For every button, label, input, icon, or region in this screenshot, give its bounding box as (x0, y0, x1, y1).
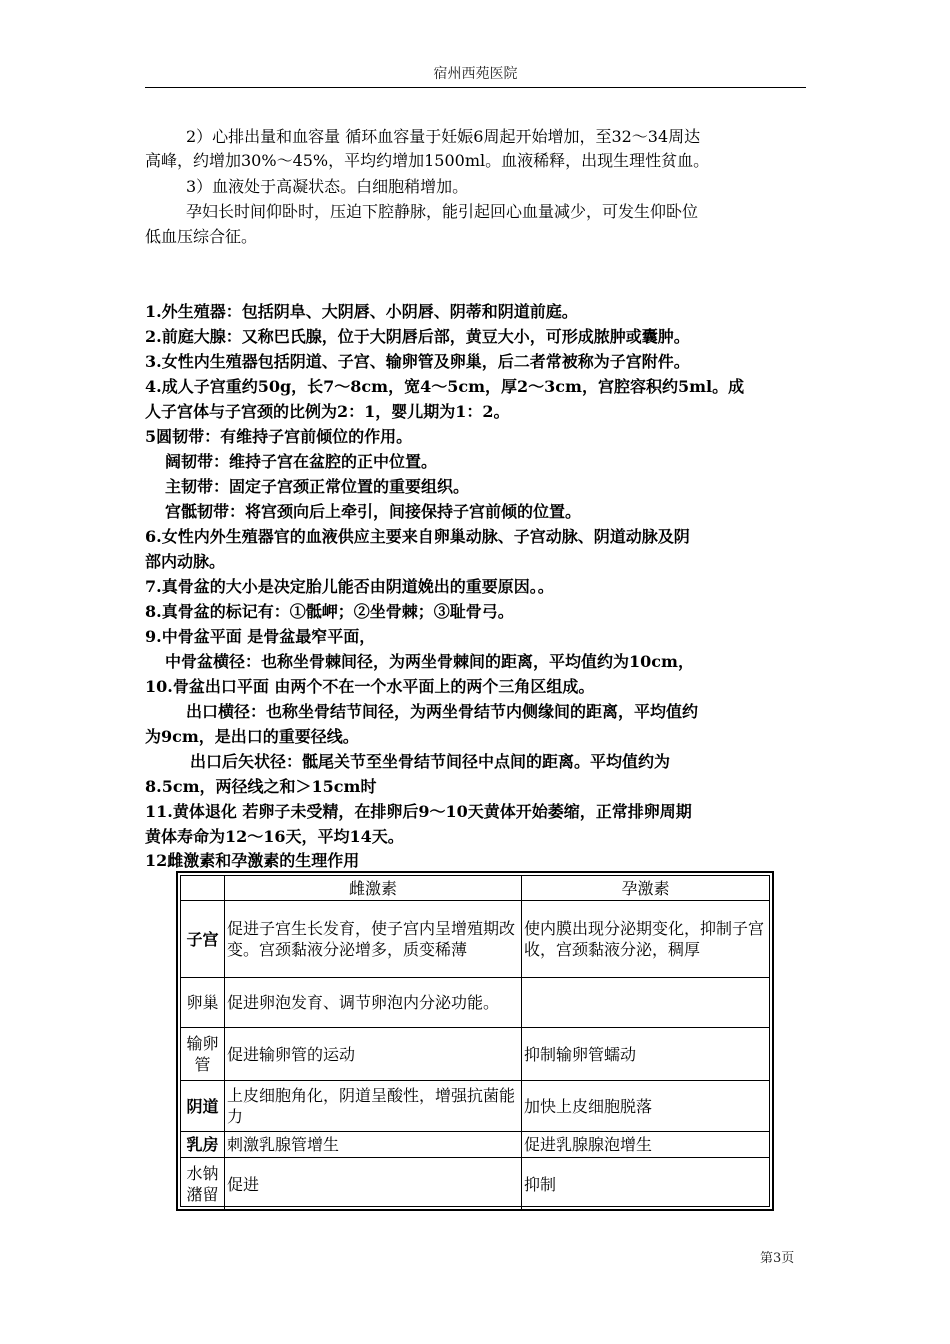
table-row (181, 1158, 769, 1210)
text-line: 5圆韧带：有维持子宫前倾位的作用。 (145, 427, 413, 446)
table-row (181, 1028, 769, 1081)
text-line: 低血压综合征。 (145, 227, 258, 246)
organ-cell: 子宫 (181, 901, 225, 977)
progesterone-cell: 促进乳腺腺泡增生 (524, 1135, 653, 1154)
text-line: 主韧带：固定子宫颈正常位置的重要组织。 (165, 477, 470, 496)
estrogen-cell: 促进子宫生长发育，使子宫内呈增殖期改变。宫颈黏液分泌增多，质变稀薄 (225, 901, 522, 977)
hormone-table (176, 871, 774, 1211)
page-header: 宿州西苑医院 (433, 66, 518, 82)
text-line: 阔韧带：维持子宫在盆腔的正中位置。 (165, 452, 438, 471)
text-line: 出口后矢状径：骶尾关节至坐骨结节间径中点间的距离。平均值约为 (190, 752, 671, 771)
table-header-row (181, 876, 769, 901)
text-line: 孕妇长时间仰卧时，压迫下腔静脉，能引起回心血量减少，可发生仰卧位 (186, 202, 699, 221)
text-line: 2.前庭大腺：又称巴氏腺，位于大阴唇后部，黄豆大小，可形成脓肿或囊肿。 (145, 327, 690, 346)
table-row (181, 1132, 769, 1158)
text-line: 部内动脉。 (145, 552, 226, 571)
organ-cell: 输卵管 (181, 1028, 225, 1080)
estrogen-cell: 促进卵泡发育、调节卵泡内分泌功能。 (225, 978, 522, 1027)
text-line: 宫骶韧带：将宫颈向后上牵引，间接保持子宫前倾的位置。 (165, 502, 582, 521)
text-line: 8.真骨盆的标记有：①骶岬；②坐骨棘；③耻骨弓。 (145, 602, 514, 621)
text-line: 中骨盆横径：也称坐骨棘间径，为两坐骨棘间的距离，平均值约为10cm， (165, 652, 694, 671)
header-rule (145, 87, 806, 88)
text-line: 高峰，约增加30%～45%，平均约增加1500ml。血液稀释，出现生理性贫血。 (145, 151, 710, 170)
text-line: 7.真骨盆的大小是决定胎儿能否由阴道娩出的重要原因。。 (145, 577, 554, 596)
estrogen-cell: 上皮细胞角化，阴道呈酸性，增强抗菌能力 (225, 1081, 522, 1131)
progesterone-cell: 使内膜出现分泌期变化，抑制子宫收，宫颈黏液分泌，稠厚 (524, 919, 765, 959)
text-line: 11.黄体退化 若卵子未受精，在排卵后9～10天黄体开始萎缩，正常排卵周期 (145, 802, 692, 821)
progesterone-cell: 抑制输卵管蠕动 (524, 1044, 637, 1064)
table-header-cell: 孕激素 (621, 878, 670, 898)
organ-cell: 阴道 (181, 1081, 225, 1131)
progesterone-cell: 抑制 (524, 1174, 557, 1194)
page-number: 第3页 (760, 1251, 795, 1266)
text-line: 6.女性内外生殖器官的血液供应主要来自卵巢动脉、子宫动脉、阴道动脉及阴 (145, 527, 690, 546)
text-line: 12雌激素和孕激素的生理作用 (145, 851, 360, 870)
text-line: 出口横径：也称坐骨结节间径，为两坐骨结节内侧缘间的距离，平均值约 (186, 702, 699, 721)
table-row (181, 1081, 769, 1132)
progesterone-cell: 加快上皮细胞脱落 (524, 1096, 653, 1116)
text-line: 3.女性内生殖器包括阴道、子宫、输卵管及卵巢，后二者常被称为子宫附件。 (145, 352, 690, 371)
table-header-cell: 雌激素 (225, 876, 522, 900)
estrogen-cell: 促进 (225, 1158, 522, 1210)
organ-cell: 乳房 (181, 1132, 225, 1157)
table-header-cell (181, 876, 225, 900)
text-line: 8.5cm，两径线之和＞15cm时 (145, 777, 377, 796)
organ-cell: 卵巢 (181, 978, 225, 1027)
text-line: 1.外生殖器：包括阴阜、大阴唇、小阴唇、阴蒂和阴道前庭。 (145, 302, 578, 321)
organ-cell: 水钠潴留 (181, 1158, 225, 1210)
table-row (181, 901, 769, 978)
text-line: 10.骨盆出口平面 由两个不在一个水平面上的两个三角区组成。 (145, 677, 595, 696)
text-line: 人子宫体与子宫颈的比例为2：1，婴儿期为1：2。 (145, 402, 510, 421)
text-line: 为9cm，是出口的重要径线。 (145, 727, 359, 746)
text-line: 3）血液处于高凝状态。白细胞稍增加。 (186, 177, 469, 196)
progesterone-cell (522, 978, 769, 1027)
text-line: 2）心排出量和血容量 循环血容量于妊娠6周起开始增加，至32～34周达 (186, 127, 701, 146)
estrogen-cell: 促进输卵管的运动 (225, 1028, 522, 1080)
table-row (181, 978, 769, 1028)
text-line: 4.成人子宫重约50g，长7～8cm，宽4～5cm，厚2～3cm，宫腔容积约5ml。成 (145, 377, 745, 396)
text-line: 黄体寿命为12～16天，平均14天。 (145, 827, 404, 846)
text-line: 9.中骨盆平面 是骨盆最窄平面， (145, 627, 376, 646)
estrogen-cell: 刺激乳腺管增生 (225, 1132, 522, 1157)
